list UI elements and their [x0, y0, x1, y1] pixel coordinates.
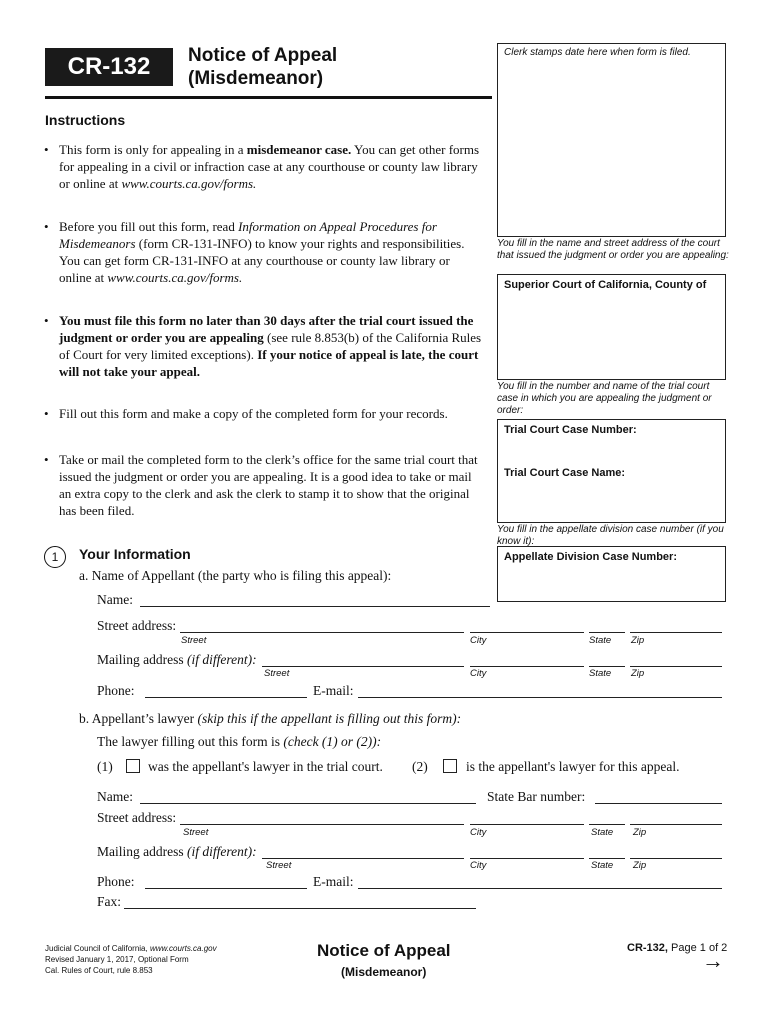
mailing-city-caption: City	[470, 668, 487, 679]
court-note: You fill in the name and street address of the court that issued the judgment or order you are appealing:	[497, 238, 729, 261]
lawyer-street-caption: Street	[183, 827, 209, 838]
form-title	[188, 44, 337, 90]
lawyer-check-instruction: The lawyer filling out this form is (check (1) or (2)):	[97, 734, 382, 749]
lawyer-email-field[interactable]	[358, 888, 722, 889]
zip-caption: Zip	[631, 635, 645, 646]
mailing-street-caption: Street	[264, 668, 290, 679]
clerk-stamp-box	[497, 43, 726, 237]
lawyer-mailing-city-field[interactable]	[470, 858, 584, 859]
option-1-label: was the appellant's lawyer in the trial court.	[148, 759, 383, 774]
lawyer-zip-caption: Zip	[633, 827, 647, 838]
lawyer-email-label: E-mail:	[313, 874, 354, 889]
section-heading: Your Information	[79, 546, 191, 562]
lawyer-mailing-zip-field[interactable]	[630, 858, 722, 859]
appellate-note: You fill in the appellate division case number (if you know it):	[497, 524, 724, 547]
lawyer-phone-field[interactable]	[145, 888, 307, 889]
section-number: 1	[44, 546, 66, 568]
mailing-address-label: Mailing address (if different):	[97, 652, 257, 667]
option-2-checkbox[interactable]	[443, 759, 457, 773]
lawyer-city-caption: City	[470, 827, 487, 838]
lawyer-mailing-state-field[interactable]	[589, 858, 625, 859]
fax-label: Fax:	[97, 894, 122, 909]
trial-case-number-label: Trial Court Case Number:	[504, 424, 637, 436]
city-caption: City	[470, 635, 487, 646]
lawyer-mailing-label: Mailing address (if different):	[97, 844, 257, 859]
fax-field[interactable]	[124, 908, 476, 909]
name-label: Name:	[97, 592, 133, 607]
option-2-number: (2)	[412, 759, 428, 774]
lawyer-state-field[interactable]	[589, 824, 625, 825]
state-bar-field[interactable]	[595, 803, 722, 804]
zip-field[interactable]	[630, 632, 722, 633]
instruction-bullet-1: • This form is only for appealing in a misdemeanor case. You can get other forms for appealing in a civil or infraction case at any courthouse or county law library or online at www.courts.ca.gov/forms.	[44, 142, 480, 191]
footer-title: Notice of Appeal	[317, 941, 451, 960]
mailing-state-caption: State	[589, 668, 612, 679]
lawyer-name-label: Name:	[97, 789, 133, 804]
title-line-2: (Misdemeanor)	[188, 68, 324, 89]
option-1-number: (1)	[97, 759, 113, 774]
lawyer-city-field[interactable]	[470, 824, 584, 825]
form-code-badge	[45, 48, 173, 86]
footer-page-info: CR-132, Page 1 of 2	[627, 942, 728, 954]
lawyer-mailing-city-caption: City	[470, 860, 487, 871]
state-field[interactable]	[589, 632, 625, 633]
instruction-bullet-5: • Take or mail the completed form to the clerk’s office for the same trial court that issued the judgment or order you are appealing. It is a good idea to take or mail an extra copy to the clerk and ask the clerk to stamp it to show that the original has been filed.	[44, 452, 478, 518]
phone-field[interactable]	[145, 697, 307, 698]
option-1-checkbox[interactable]	[126, 759, 140, 773]
footer-left	[45, 943, 217, 976]
lawyer-mailing-zip-caption: Zip	[633, 860, 647, 871]
option-2-label: is the appellant's lawyer for this appeal.	[466, 759, 680, 774]
footer-revised: Revised January 1, 2017, Optional Form	[45, 955, 189, 964]
instructions-heading: Instructions	[45, 112, 126, 128]
lawyer-mailing-state-caption: State	[591, 860, 614, 871]
instruction-bullet-3: • You must file this form no later than 30 days after the trial court issued the judgment or order you are appealing (see rule 8.853(b) of the California Rules of Court for very limited exceptions). If your notice of appeal is late, the court will not take your appeal.	[44, 313, 482, 379]
phone-label: Phone:	[97, 683, 135, 698]
mailing-street-field[interactable]	[262, 666, 464, 667]
state-bar-label: State Bar number:	[487, 789, 586, 804]
trial-case-note: You fill in the number and name of the trial court case in which you are appealing the judgment or order:	[497, 381, 712, 416]
appellate-case-label: Appellate Division Case Number:	[504, 551, 677, 563]
trial-case-name-label: Trial Court Case Name:	[504, 467, 626, 479]
appellate-case-box[interactable]	[497, 546, 726, 602]
appellant-name-field[interactable]	[140, 606, 490, 607]
form-code: CR-132	[67, 53, 151, 80]
title-line-1: Notice of Appeal	[188, 45, 338, 66]
footer-council: Judicial Council of California, www.courts.ca.gov	[45, 944, 217, 953]
next-page-arrow-icon[interactable]: →	[702, 948, 724, 973]
mailing-city-field[interactable]	[470, 666, 584, 667]
lawyer-instruction: b. Appellant’s lawyer (skip this if the appellant is filling out this form):	[79, 711, 462, 726]
lawyer-street-field[interactable]	[180, 824, 464, 825]
lawyer-name-field[interactable]	[140, 803, 476, 804]
street-caption: Street	[181, 635, 207, 646]
mailing-zip-caption: Zip	[631, 668, 645, 679]
lawyer-mailing-street-field[interactable]	[262, 858, 464, 859]
state-caption: State	[589, 635, 612, 646]
lawyer-zip-field[interactable]	[630, 824, 722, 825]
mailing-zip-field[interactable]	[630, 666, 722, 667]
instruction-bullet-4: • Fill out this form and make a copy of the completed form for your records.	[44, 406, 448, 421]
city-field[interactable]	[470, 632, 584, 633]
clerk-stamp-note: Clerk stamps date here when form is filed.	[504, 47, 691, 58]
lawyer-mailing-street-caption: Street	[266, 860, 292, 871]
footer-rule: Cal. Rules of Court, rule 8.853	[45, 966, 153, 975]
trial-case-box[interactable]	[497, 419, 726, 523]
street-address-label: Street address:	[97, 618, 177, 633]
header-divider	[45, 96, 492, 99]
instruction-bullet-2: • Before you fill out this form, read Information on Appeal Procedures for Misdemeanors (form CR-131-INFO) to know your rights and responsibilities. You can get form CR-131-INFO at any courthouse or county law library or online at www.courts.ca.gov/forms.	[44, 219, 465, 285]
footer-subtitle: (Misdemeanor)	[341, 965, 427, 979]
lawyer-phone-label: Phone:	[97, 874, 135, 889]
street-field[interactable]	[180, 632, 464, 633]
courts-link[interactable]: www.courts.ca.gov	[149, 944, 217, 953]
lawyer-state-caption: State	[591, 827, 614, 838]
lawyer-street-address-label: Street address:	[97, 810, 177, 825]
court-label: Superior Court of California, County of	[504, 279, 707, 291]
mailing-state-field[interactable]	[589, 666, 625, 667]
email-field[interactable]	[358, 697, 722, 698]
appellant-name-instruction: a. Name of Appellant (the party who is filing this appeal):	[79, 568, 392, 583]
email-label: E-mail:	[313, 683, 354, 698]
court-name-box[interactable]	[497, 274, 726, 380]
